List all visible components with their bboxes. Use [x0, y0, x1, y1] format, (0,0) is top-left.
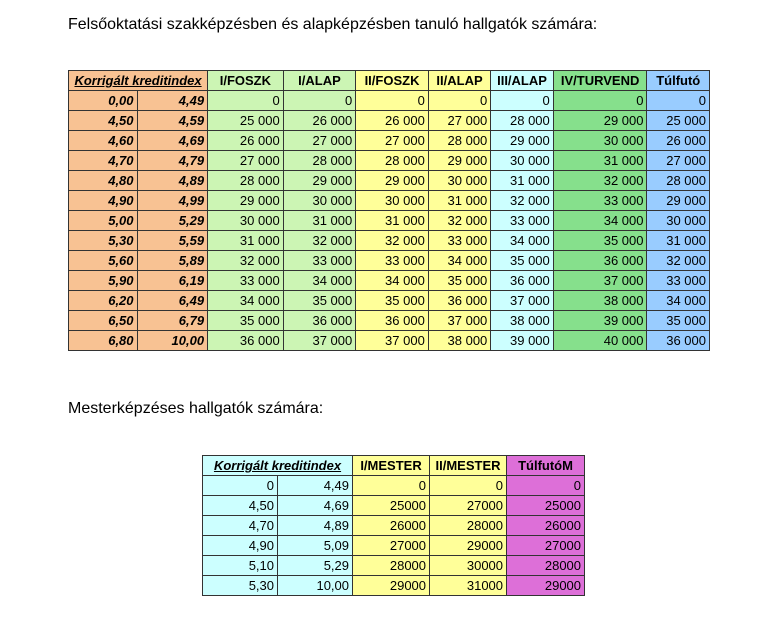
value-cell: 33 000 — [283, 251, 356, 271]
value-cell: 31 000 — [428, 191, 490, 211]
index-from-cell: 0,00 — [69, 91, 138, 111]
header-i-alap: I/ALAP — [283, 71, 356, 91]
index-from-cell: 4,60 — [69, 131, 138, 151]
value-cell: 36 000 — [647, 331, 710, 351]
value-cell: 37 000 — [283, 331, 356, 351]
index-to-cell: 6,19 — [137, 271, 208, 291]
index-to-cell: 10,00 — [278, 576, 353, 596]
table-row — [69, 111, 710, 131]
header-kreditindex: Korrigált kreditindex — [69, 71, 208, 91]
table-row — [69, 171, 710, 191]
index-to-cell: 5,89 — [137, 251, 208, 271]
value-cell: 31 000 — [283, 211, 356, 231]
index-from-cell: 5,10 — [203, 556, 278, 576]
value-cell: 33 000 — [491, 211, 553, 231]
index-from-cell: 5,00 — [69, 211, 138, 231]
value-cell: 32 000 — [553, 171, 647, 191]
value-cell: 29 000 — [491, 131, 553, 151]
value-cell: 29 000 — [553, 111, 647, 131]
value-cell: 31 000 — [553, 151, 647, 171]
value-cell: 0 — [208, 91, 284, 111]
value-cell: 26 000 — [356, 111, 429, 131]
value-cell: 27000 — [507, 536, 585, 556]
header-kreditindex: Korrigált kreditindex — [203, 456, 353, 476]
value-cell: 35 000 — [491, 251, 553, 271]
value-cell: 0 — [353, 476, 430, 496]
value-cell: 35 000 — [208, 311, 284, 331]
value-cell: 30 000 — [428, 171, 490, 191]
value-cell: 38 000 — [553, 291, 647, 311]
index-from-cell: 4,50 — [203, 496, 278, 516]
index-to-cell: 5,29 — [278, 556, 353, 576]
value-cell: 29 000 — [208, 191, 284, 211]
value-cell: 29 000 — [647, 191, 710, 211]
table-row — [69, 331, 710, 351]
index-from-cell: 4,80 — [69, 171, 138, 191]
value-cell: 36 000 — [428, 291, 490, 311]
value-cell: 32 000 — [283, 231, 356, 251]
value-cell: 39 000 — [553, 311, 647, 331]
value-cell: 29000 — [353, 576, 430, 596]
table-row — [69, 291, 710, 311]
value-cell: 37 000 — [491, 291, 553, 311]
index-from-cell: 5,90 — [69, 271, 138, 291]
header-ii-mester: II/MESTER — [430, 456, 507, 476]
table-row — [203, 576, 585, 596]
table-master-scholarship — [202, 455, 585, 596]
heading-bachelor: Felsőoktatási szakképzésben és alapképzésben tanuló hallgatók számára: — [68, 16, 598, 33]
value-cell: 36 000 — [356, 311, 429, 331]
index-to-cell: 5,59 — [137, 231, 208, 251]
value-cell: 34 000 — [283, 271, 356, 291]
value-cell: 35 000 — [356, 291, 429, 311]
index-to-cell: 4,69 — [278, 496, 353, 516]
table-row — [203, 496, 585, 516]
value-cell: 27 000 — [283, 131, 356, 151]
index-to-cell: 6,49 — [137, 291, 208, 311]
value-cell: 33 000 — [553, 191, 647, 211]
value-cell: 28 000 — [428, 131, 490, 151]
index-from-cell: 5,30 — [203, 576, 278, 596]
value-cell: 30 000 — [553, 131, 647, 151]
table-row — [203, 536, 585, 556]
value-cell: 29000 — [430, 536, 507, 556]
index-from-cell: 5,30 — [69, 231, 138, 251]
index-to-cell: 4,69 — [137, 131, 208, 151]
value-cell: 27 000 — [647, 151, 710, 171]
value-cell: 0 — [507, 476, 585, 496]
value-cell: 28000 — [353, 556, 430, 576]
value-cell: 34 000 — [428, 251, 490, 271]
value-cell: 31 000 — [208, 231, 284, 251]
value-cell: 25000 — [353, 496, 430, 516]
value-cell: 26 000 — [283, 111, 356, 131]
value-cell: 34 000 — [553, 211, 647, 231]
value-cell: 28000 — [507, 556, 585, 576]
value-cell: 25 000 — [647, 111, 710, 131]
index-from-cell: 5,60 — [69, 251, 138, 271]
value-cell: 30 000 — [647, 211, 710, 231]
value-cell: 36 000 — [491, 271, 553, 291]
value-cell: 37 000 — [428, 311, 490, 331]
index-from-cell: 0 — [203, 476, 278, 496]
index-to-cell: 10,00 — [137, 331, 208, 351]
table-row — [69, 271, 710, 291]
index-to-cell: 4,99 — [137, 191, 208, 211]
header-tulfuto: Túlfutó — [647, 71, 710, 91]
table-row — [69, 91, 710, 111]
header-tulfutom: TúlfutóM — [507, 456, 585, 476]
header-i-foszk: I/FOSZK — [208, 71, 284, 91]
value-cell: 38 000 — [491, 311, 553, 331]
value-cell: 36 000 — [553, 251, 647, 271]
index-to-cell: 4,79 — [137, 151, 208, 171]
index-to-cell: 6,79 — [137, 311, 208, 331]
index-from-cell: 4,50 — [69, 111, 138, 131]
table-row — [69, 131, 710, 151]
index-from-cell: 4,90 — [203, 536, 278, 556]
value-cell: 31 000 — [647, 231, 710, 251]
value-cell: 35 000 — [553, 231, 647, 251]
index-from-cell: 6,20 — [69, 291, 138, 311]
value-cell: 28000 — [430, 516, 507, 536]
value-cell: 37 000 — [356, 331, 429, 351]
value-cell: 33 000 — [647, 271, 710, 291]
value-cell: 39 000 — [491, 331, 553, 351]
value-cell: 25 000 — [208, 111, 284, 131]
table-row — [69, 191, 710, 211]
value-cell: 32 000 — [647, 251, 710, 271]
value-cell: 27 000 — [428, 111, 490, 131]
value-cell: 26000 — [353, 516, 430, 536]
value-cell: 34 000 — [491, 231, 553, 251]
value-cell: 30000 — [430, 556, 507, 576]
header-ii-alap: II/ALAP — [428, 71, 490, 91]
value-cell: 26 000 — [647, 131, 710, 151]
table-row — [203, 516, 585, 536]
value-cell: 28 000 — [491, 111, 553, 131]
value-cell: 40 000 — [553, 331, 647, 351]
header-iii-alap: III/ALAP — [491, 71, 553, 91]
heading-master: Mesterképzéses hallgatók számára: — [68, 400, 324, 417]
table-row — [69, 251, 710, 271]
value-cell: 35 000 — [283, 291, 356, 311]
value-cell: 30 000 — [491, 151, 553, 171]
index-to-cell: 4,89 — [278, 516, 353, 536]
value-cell: 0 — [356, 91, 429, 111]
index-to-cell: 4,49 — [137, 91, 208, 111]
value-cell: 27 000 — [208, 151, 284, 171]
header-iv-turvend: IV/TURVEND — [553, 71, 647, 91]
value-cell: 29 000 — [283, 171, 356, 191]
value-cell: 38 000 — [428, 331, 490, 351]
value-cell: 0 — [491, 91, 553, 111]
value-cell: 29 000 — [356, 171, 429, 191]
value-cell: 0 — [283, 91, 356, 111]
index-to-cell: 5,29 — [137, 211, 208, 231]
value-cell: 35 000 — [428, 271, 490, 291]
value-cell: 0 — [428, 91, 490, 111]
value-cell: 31 000 — [491, 171, 553, 191]
value-cell: 32 000 — [491, 191, 553, 211]
value-cell: 31000 — [430, 576, 507, 596]
value-cell: 34 000 — [208, 291, 284, 311]
value-cell: 32 000 — [356, 231, 429, 251]
header-ii-foszk: II/FOSZK — [356, 71, 429, 91]
table-row — [69, 151, 710, 171]
index-to-cell: 4,89 — [137, 171, 208, 191]
table-row — [69, 211, 710, 231]
value-cell: 30 000 — [356, 191, 429, 211]
value-cell: 32 000 — [428, 211, 490, 231]
table-header-row — [203, 456, 585, 476]
value-cell: 31 000 — [356, 211, 429, 231]
value-cell: 29000 — [507, 576, 585, 596]
value-cell: 0 — [647, 91, 710, 111]
value-cell: 0 — [553, 91, 647, 111]
value-cell: 34 000 — [356, 271, 429, 291]
value-cell: 28 000 — [208, 171, 284, 191]
value-cell: 35 000 — [647, 311, 710, 331]
value-cell: 28 000 — [283, 151, 356, 171]
value-cell: 34 000 — [647, 291, 710, 311]
table-row — [203, 556, 585, 576]
value-cell: 33 000 — [428, 231, 490, 251]
index-from-cell: 6,50 — [69, 311, 138, 331]
value-cell: 27000 — [430, 496, 507, 516]
value-cell: 28 000 — [647, 171, 710, 191]
table-row — [69, 231, 710, 251]
value-cell: 30 000 — [208, 211, 284, 231]
index-from-cell: 4,90 — [69, 191, 138, 211]
index-to-cell: 4,59 — [137, 111, 208, 131]
value-cell: 32 000 — [208, 251, 284, 271]
value-cell: 37 000 — [553, 271, 647, 291]
table-header-row — [69, 71, 710, 91]
value-cell: 33 000 — [208, 271, 284, 291]
value-cell: 33 000 — [356, 251, 429, 271]
header-i-mester: I/MESTER — [353, 456, 430, 476]
value-cell: 27000 — [353, 536, 430, 556]
value-cell: 36 000 — [208, 331, 284, 351]
index-from-cell: 4,70 — [203, 516, 278, 536]
index-to-cell: 5,09 — [278, 536, 353, 556]
value-cell: 36 000 — [283, 311, 356, 331]
value-cell: 28 000 — [356, 151, 429, 171]
index-from-cell: 4,70 — [69, 151, 138, 171]
value-cell: 29 000 — [428, 151, 490, 171]
value-cell: 30 000 — [283, 191, 356, 211]
value-cell: 27 000 — [356, 131, 429, 151]
value-cell: 0 — [430, 476, 507, 496]
value-cell: 26 000 — [208, 131, 284, 151]
table-row — [203, 476, 585, 496]
index-from-cell: 6,80 — [69, 331, 138, 351]
index-to-cell: 4,49 — [278, 476, 353, 496]
table-row — [69, 311, 710, 331]
table-bachelor-scholarship — [68, 70, 710, 351]
value-cell: 25000 — [507, 496, 585, 516]
value-cell: 26000 — [507, 516, 585, 536]
